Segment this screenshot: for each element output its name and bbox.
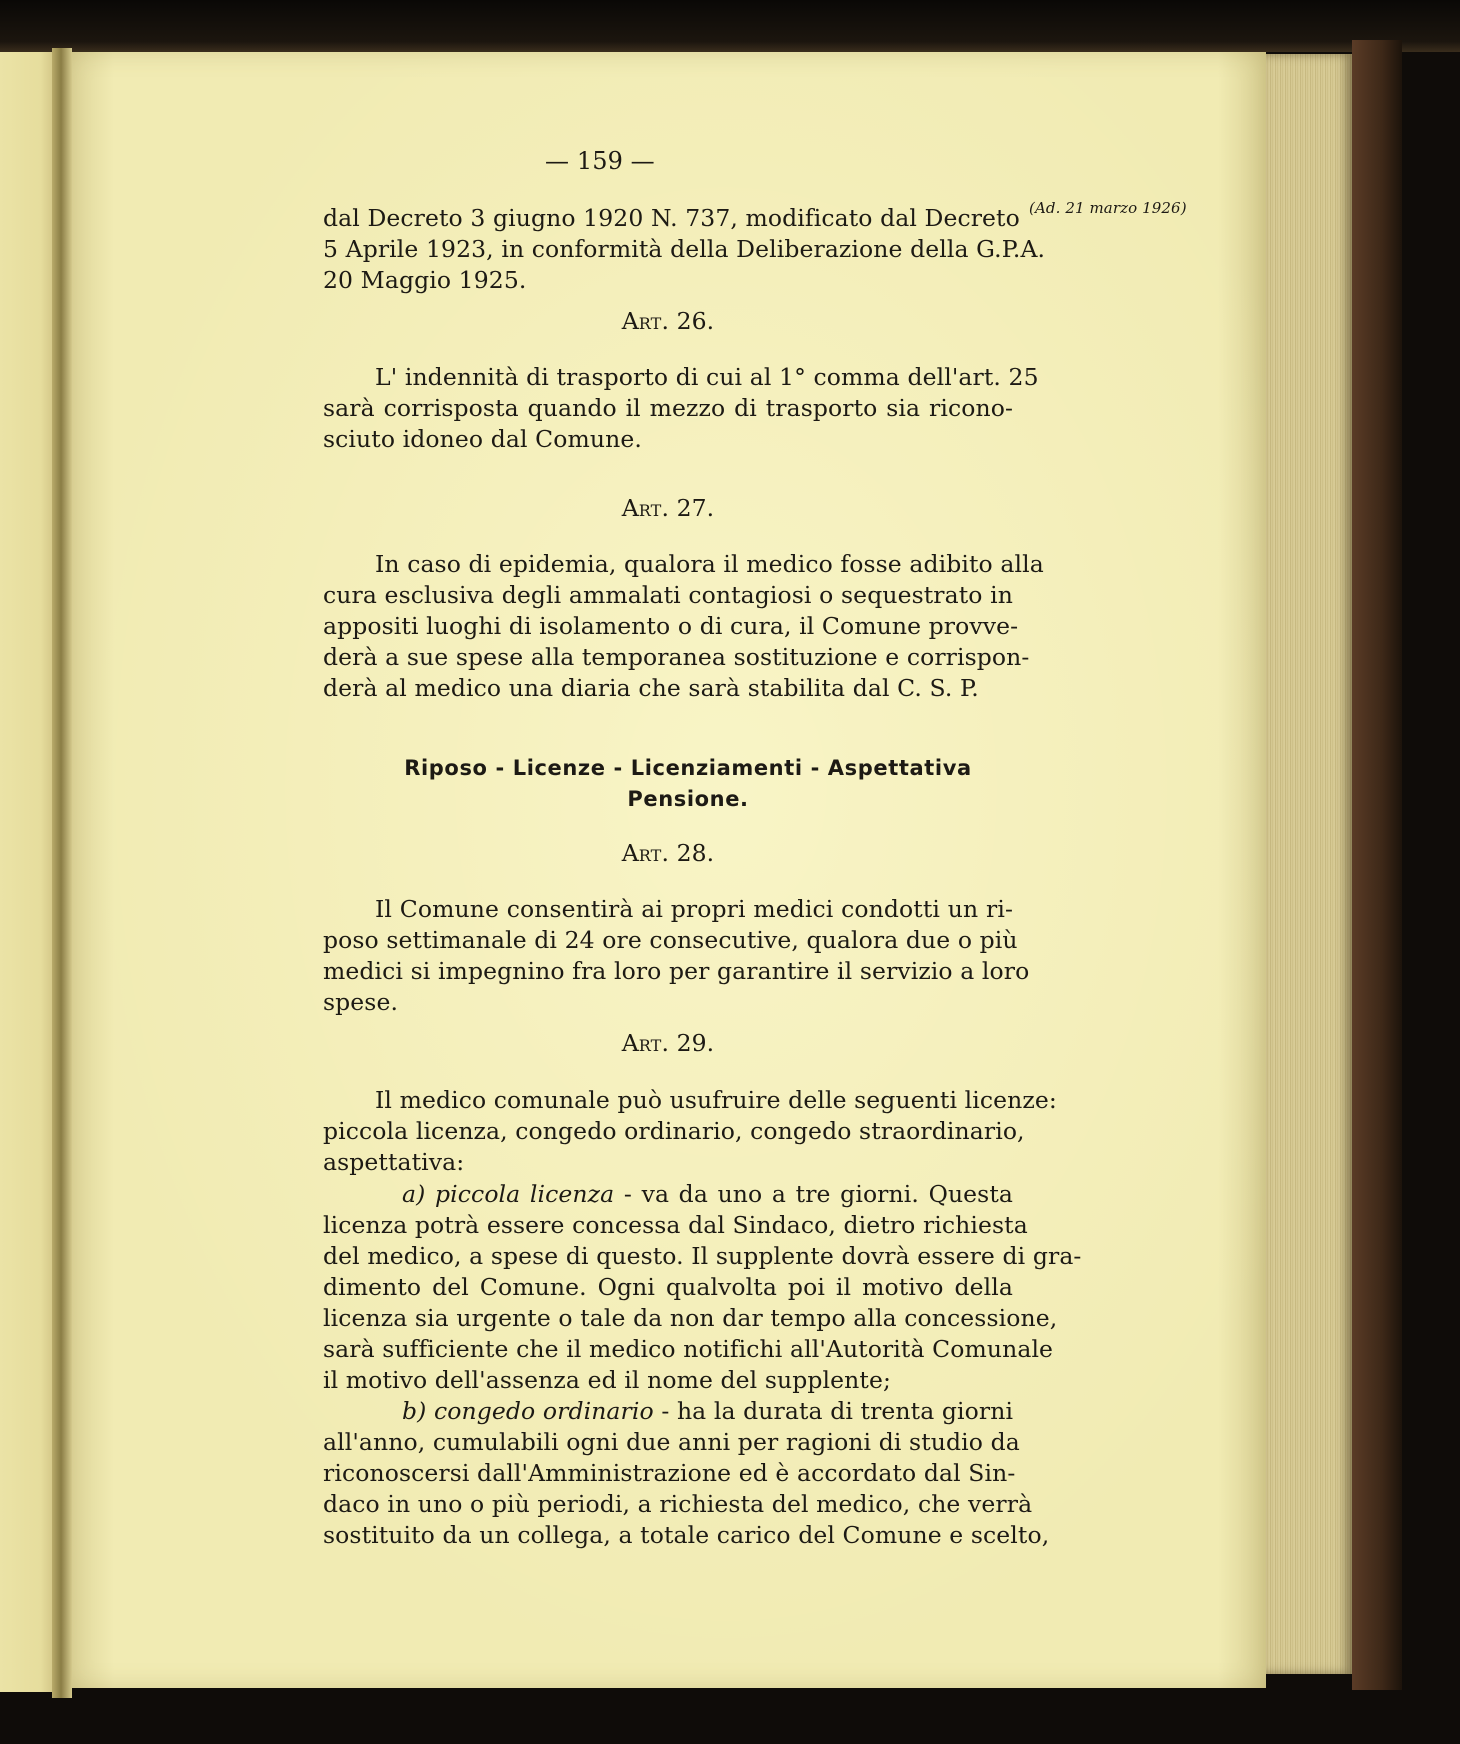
page-number: — 159 — xyxy=(545,147,655,175)
book-gutter xyxy=(52,48,72,1698)
list-text: - ha la durata di trenta giorni xyxy=(661,1397,1014,1425)
text-line: sostituito da un collega, a totale carico del Comune e scelto, xyxy=(323,1521,1050,1549)
text-line: riconoscersi dall'Amministrazione ed è accordato dal Sin- xyxy=(323,1459,1016,1487)
text-line: licenza potrà essere concessa dal Sindaco, dietro richiesta xyxy=(323,1211,1028,1239)
text-line: L' indennità di trasporto di cui al 1° comma dell'art. 25 xyxy=(375,363,1039,391)
text-line: dal Decreto 3 giugno 1920 N. 737, modificato dal Decreto xyxy=(323,204,1020,232)
text-line: derà a sue spese alla temporanea sostituzione e corrispon- xyxy=(323,643,1030,671)
text-line: derà al medico una diaria che sarà stabilita dal C. S. P. xyxy=(323,674,979,702)
list-term: piccola licenza xyxy=(435,1180,615,1208)
text-line: dimento del Comune. Ogni qualvolta poi il motivo della xyxy=(323,1273,1013,1301)
article-title-27: Art. 27. xyxy=(621,494,715,522)
text-line: Il medico comunale può usufruire delle seguenti licenze: xyxy=(375,1086,1057,1114)
text-line: sciuto idoneo dal Comune. xyxy=(323,425,642,453)
section-heading: Riposo - Licenze - Licenziamenti - Aspettativa xyxy=(404,756,972,780)
left-facing-page-edge xyxy=(0,52,58,1692)
text-line: cura esclusiva degli ammalati contagiosi o sequestrato in xyxy=(323,581,1013,609)
text-line: appositi luoghi di isolamento o di cura, il Comune provve- xyxy=(323,612,1019,640)
text-line: 20 Maggio 1925. xyxy=(323,266,527,294)
scan-background-top xyxy=(0,0,1460,52)
list-item-a-first-line xyxy=(323,1180,1013,1210)
margin-note: (Ad. 21 marzo 1926) xyxy=(1029,199,1187,217)
section-heading-line2: Pensione. xyxy=(627,787,749,811)
text-line: sarà corrisposta quando il mezzo di trasporto sia ricono- xyxy=(323,394,1013,422)
list-marker: b) xyxy=(402,1397,427,1425)
text-line: medici si impegnino fra loro per garantire il servizio a loro xyxy=(323,957,1030,985)
text-line: In caso di epidemia, qualora il medico fosse adibito alla xyxy=(375,550,1044,578)
article-title-28: Art. 28. xyxy=(621,839,715,867)
text-line: aspettativa: xyxy=(323,1148,465,1176)
list-item-b-first-line xyxy=(323,1397,1013,1427)
text-line: all'anno, cumulabili ogni due anni per ragioni di studio da xyxy=(323,1428,1020,1456)
text-line: sarà sufficiente che il medico notifichi all'Autorità Comunale xyxy=(323,1335,1054,1363)
book-cover-edge xyxy=(1352,40,1402,1690)
list-marker: a) xyxy=(402,1180,426,1208)
text-line: spese. xyxy=(323,988,399,1016)
list-text: - va da uno a tre giorni. Questa xyxy=(623,1180,1013,1208)
page-block-edges xyxy=(1266,54,1352,1674)
list-term: congedo ordinario xyxy=(434,1397,654,1425)
text-line: Il Comune consentirà ai propri medici condotti un ri- xyxy=(375,895,1013,923)
article-title-26: Art. 26. xyxy=(621,307,715,335)
text-line: 5 Aprile 1923, in conformità della Deliberazione della G.P.A. xyxy=(323,235,1046,263)
text-line: piccola licenza, congedo ordinario, congedo straordinario, xyxy=(323,1117,1025,1145)
text-line: daco in uno o più periodi, a richiesta del medico, che verrà xyxy=(323,1490,1033,1518)
text-line: il motivo dell'assenza ed il nome del supplente; xyxy=(323,1366,891,1394)
text-line: poso settimanale di 24 ore consecutive, qualora due o più xyxy=(323,926,1018,954)
article-title-29: Art. 29. xyxy=(621,1029,715,1057)
text-line: licenza sia urgente o tale da non dar tempo alla concessione, xyxy=(323,1304,1058,1332)
text-line: del medico, a spese di questo. Il supplente dovrà essere di gra- xyxy=(323,1242,1082,1270)
